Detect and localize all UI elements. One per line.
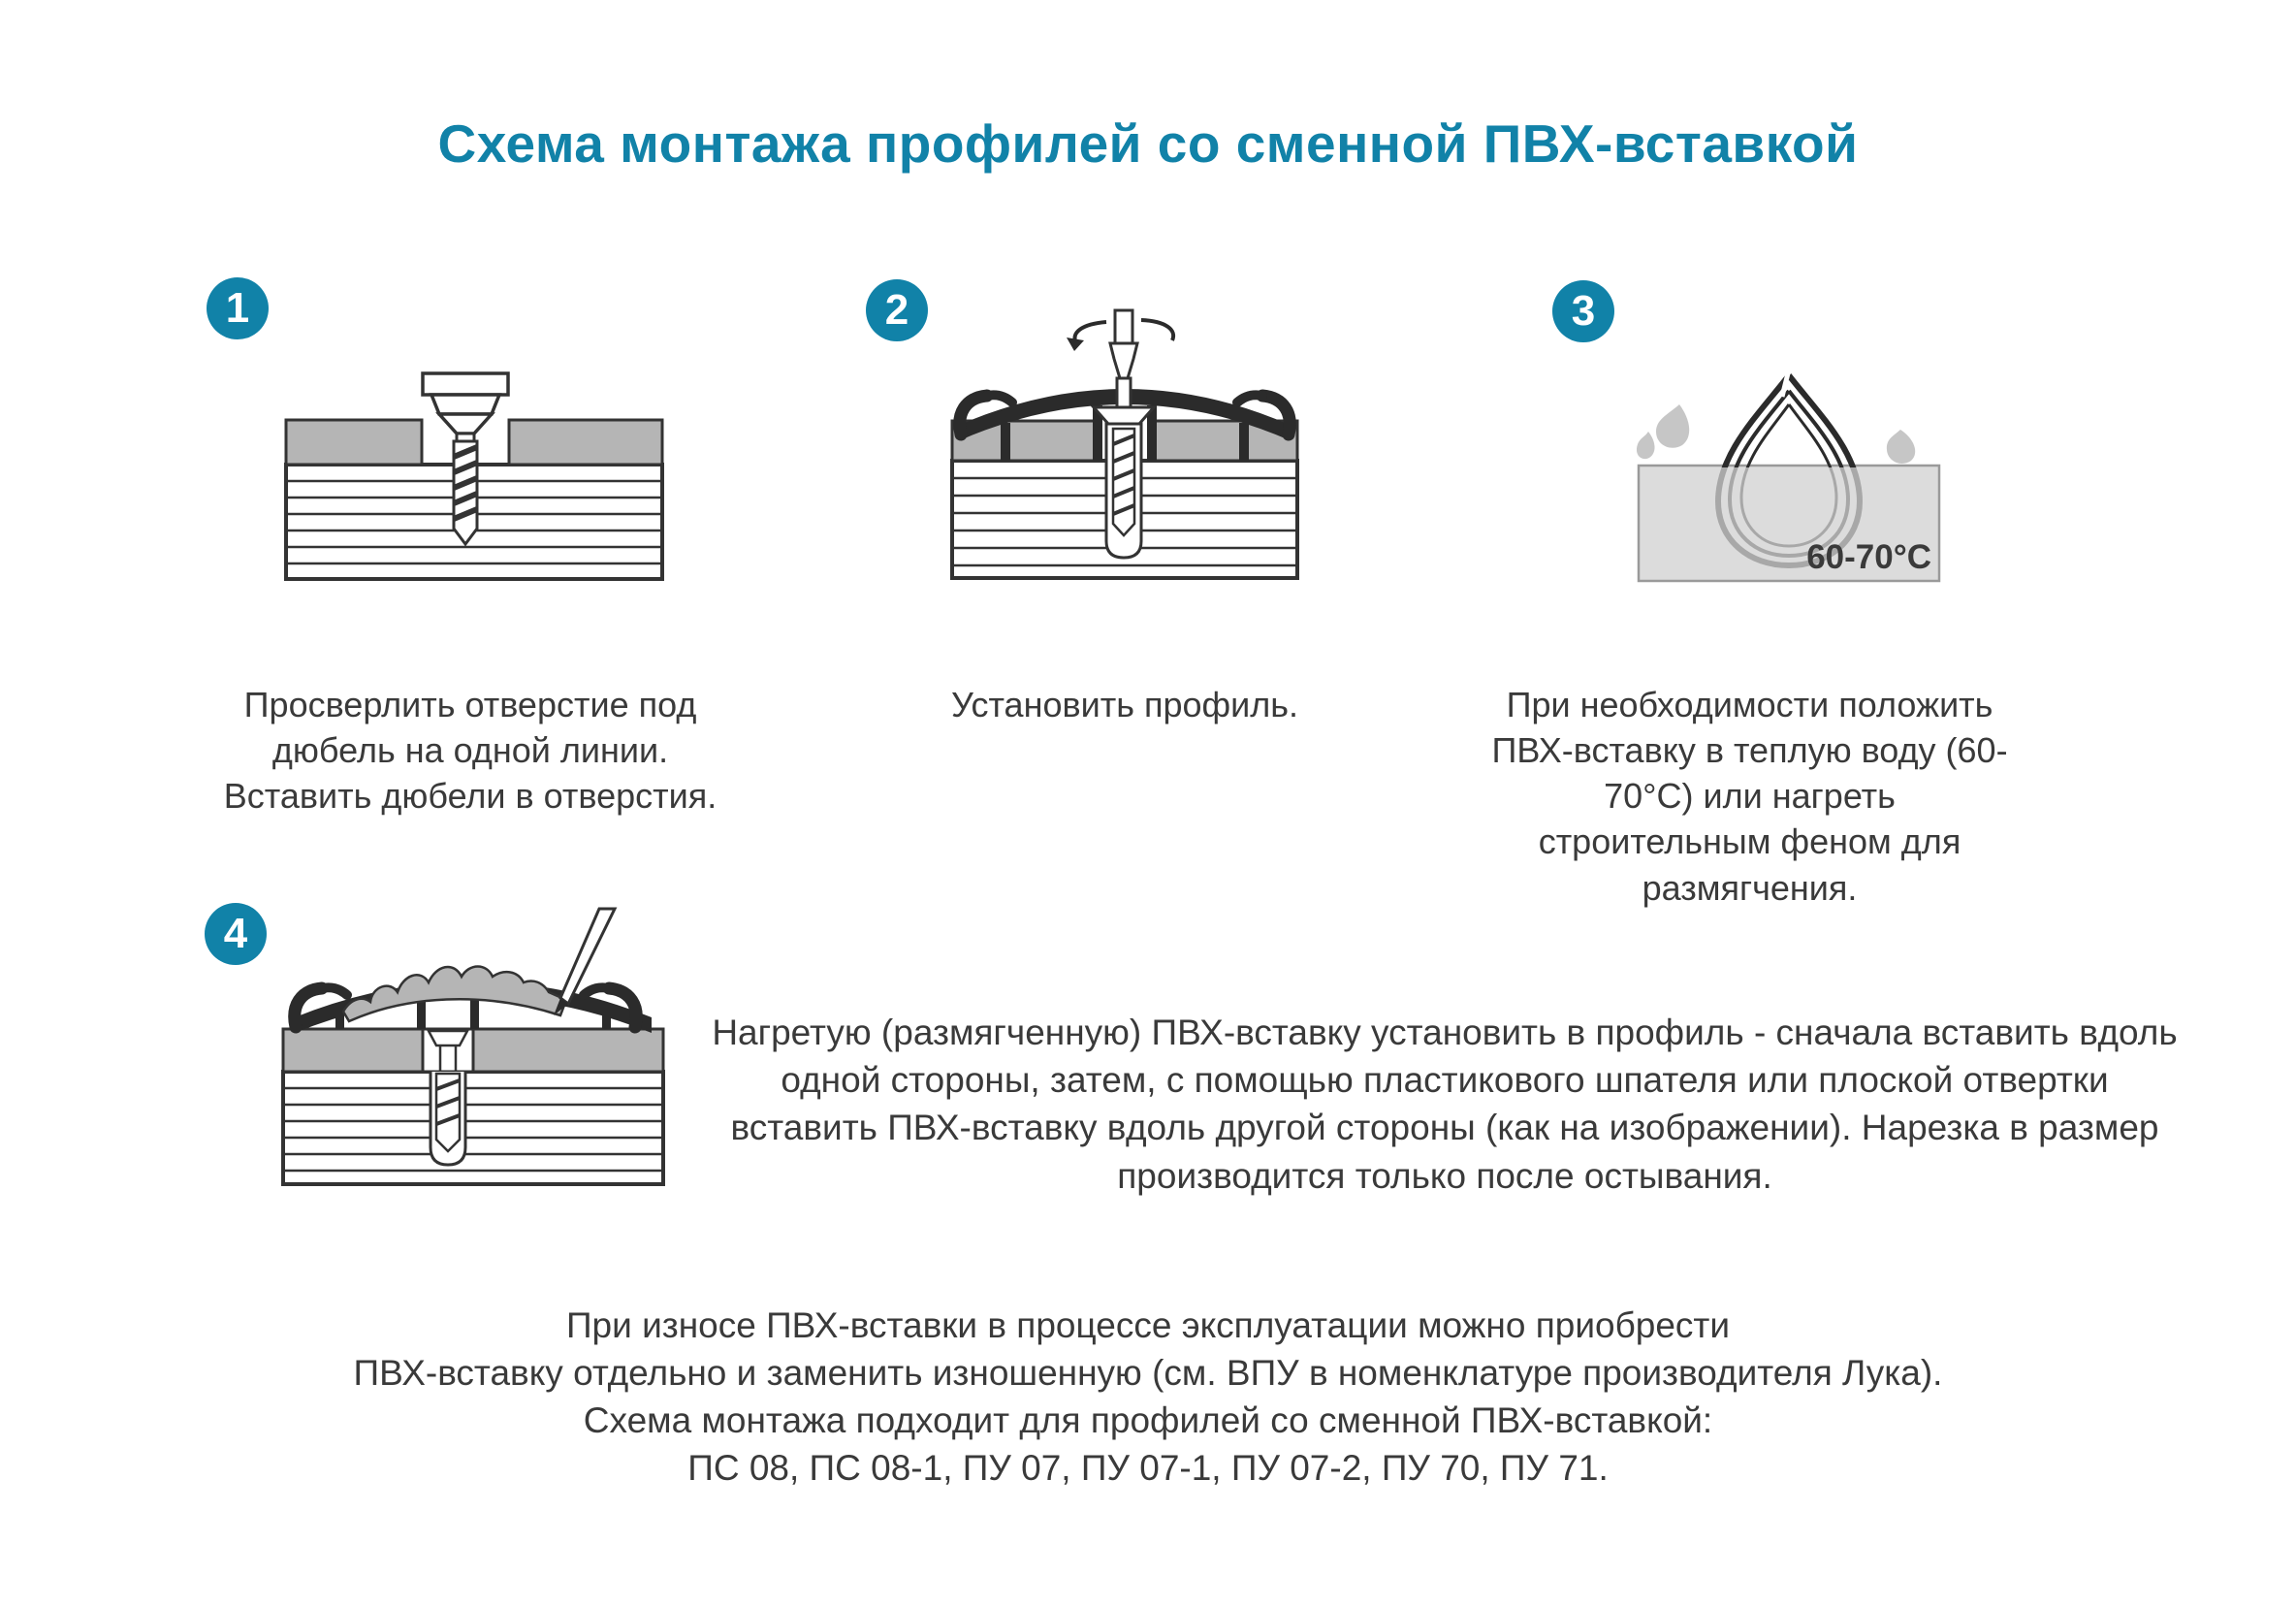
footer-line: Схема монтажа подходит для профилей со сменной ПВХ-вставкой: [583,1400,1713,1440]
figure-step4-insert-pvc [279,907,667,1188]
water-droplet-icon [1637,404,1915,464]
step4-caption: Нагретую (размягченную) ПВХ-вставку установить в профиль - сначала вставить вдоль одной стороны, затем, с помощью пластикового шпателя или плоской отвертки вставить ПВХ-вставку вдоль другой стороны (как на изображении). Нарезка в размер производится только после остывания. [712,1013,2178,1196]
layered-floor [283,1029,663,1184]
footer-line: При износе ПВХ-вставки в процессе эксплуатации можно приобрести [565,1305,1731,1345]
figure-step2-install-profile [948,308,1301,582]
step4-number-badge: 4 [205,903,267,965]
step2-number-badge: 2 [866,279,928,341]
step1-caption: Просверлить отверстие под дюбель на одной линии. Вставить дюбели в отверстия. [223,685,718,817]
step3-caption: При необходимости положить ПВХ-вставку в теплую воду (60-70°C) или нагреть строительным феном для размягчения. [1491,685,2008,908]
footer-note [0,1302,2296,1492]
page-title: Схема монтажа профилей со сменной ПВХ-вставкой [437,113,1859,174]
step2-caption: Установить профиль. [951,685,1298,724]
pvc-insert-ribbed-icon [343,967,566,1022]
figure-step3-warm-water [1637,371,1957,583]
step3-number-badge: 3 [1552,280,1614,342]
figure-step1-drill-dowel [284,371,664,583]
water-temperature-label: 60-70°C [1806,538,1931,576]
footer-line: ПВХ-вставку отдельно и заменить изношенную (см. ВПУ в номенклатуре производителя Лука). [353,1353,1943,1393]
step1-number-badge: 1 [207,277,269,339]
footer-line: ПС 08, ПС 08-1, ПУ 07, ПУ 07-1, ПУ 07-2, ПУ 70, ПУ 71. [687,1448,1609,1488]
